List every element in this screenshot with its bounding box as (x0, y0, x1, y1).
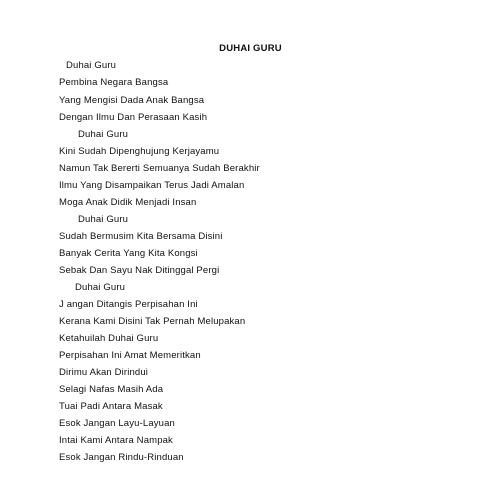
poem-line-17: Ketahuilah Duhai Guru (59, 333, 159, 344)
poem-line-9: Moga Anak Didik Menjadi Insan (59, 197, 197, 208)
poem-line-13: Sebak Dan Sayu Nak Ditinggal Pergi (59, 265, 220, 276)
poem-line-14: Duhai Guru (75, 282, 126, 293)
poem-title: DUHAI GURU (219, 43, 282, 54)
poem-line-6: Kini Sudah Dipenghujung Kerjayamu (59, 146, 220, 157)
poem-line-2: Pembina Negara Bangsa (59, 77, 169, 88)
poem-line-11: Sudah Bermusim Kita Bersama Disini (59, 231, 223, 242)
poem-line-19: Dirimu Akan Dirindui (59, 367, 149, 378)
poem-line-3: Yang Mengisi Dada Anak Bangsa (59, 95, 205, 106)
poem-line-20: Selagi Nafas Masih Ada (59, 384, 164, 395)
poem-line-15: J angan Ditangis Perpisahan Ini (59, 299, 198, 310)
poem-line-21: Tuai Padi Antara Masak (59, 401, 163, 412)
poem-line-22: Esok Jangan Layu-Layuan (59, 418, 175, 429)
poem-line-8: Ilmu Yang Disampaikan Terus Jadi Amalan (59, 180, 245, 191)
poem-line-10: Duhai Guru (78, 214, 129, 225)
poem-line-5: Duhai Guru (78, 129, 129, 140)
poem-line-16: Kerana Kami Disini Tak Pernah Melupakan (59, 316, 246, 327)
poem-line-24: Esok Jangan Rindu-Rinduan (59, 452, 184, 463)
poem-line-1: Duhai Guru (66, 60, 117, 71)
poem-line-23: Intai Kami Antara Nampak (59, 435, 173, 446)
poem-line-7: Namun Tak Bererti Semuanya Sudah Berakhir (59, 163, 260, 174)
poem-line-18: Perpisahan Ini Amat Memeritkan (59, 350, 201, 361)
poem-line-12: Banyak Cerita Yang Kita Kongsi (59, 248, 198, 259)
poem-line-4: Dengan Ilmu Dan Perasaan Kasih (59, 112, 208, 123)
